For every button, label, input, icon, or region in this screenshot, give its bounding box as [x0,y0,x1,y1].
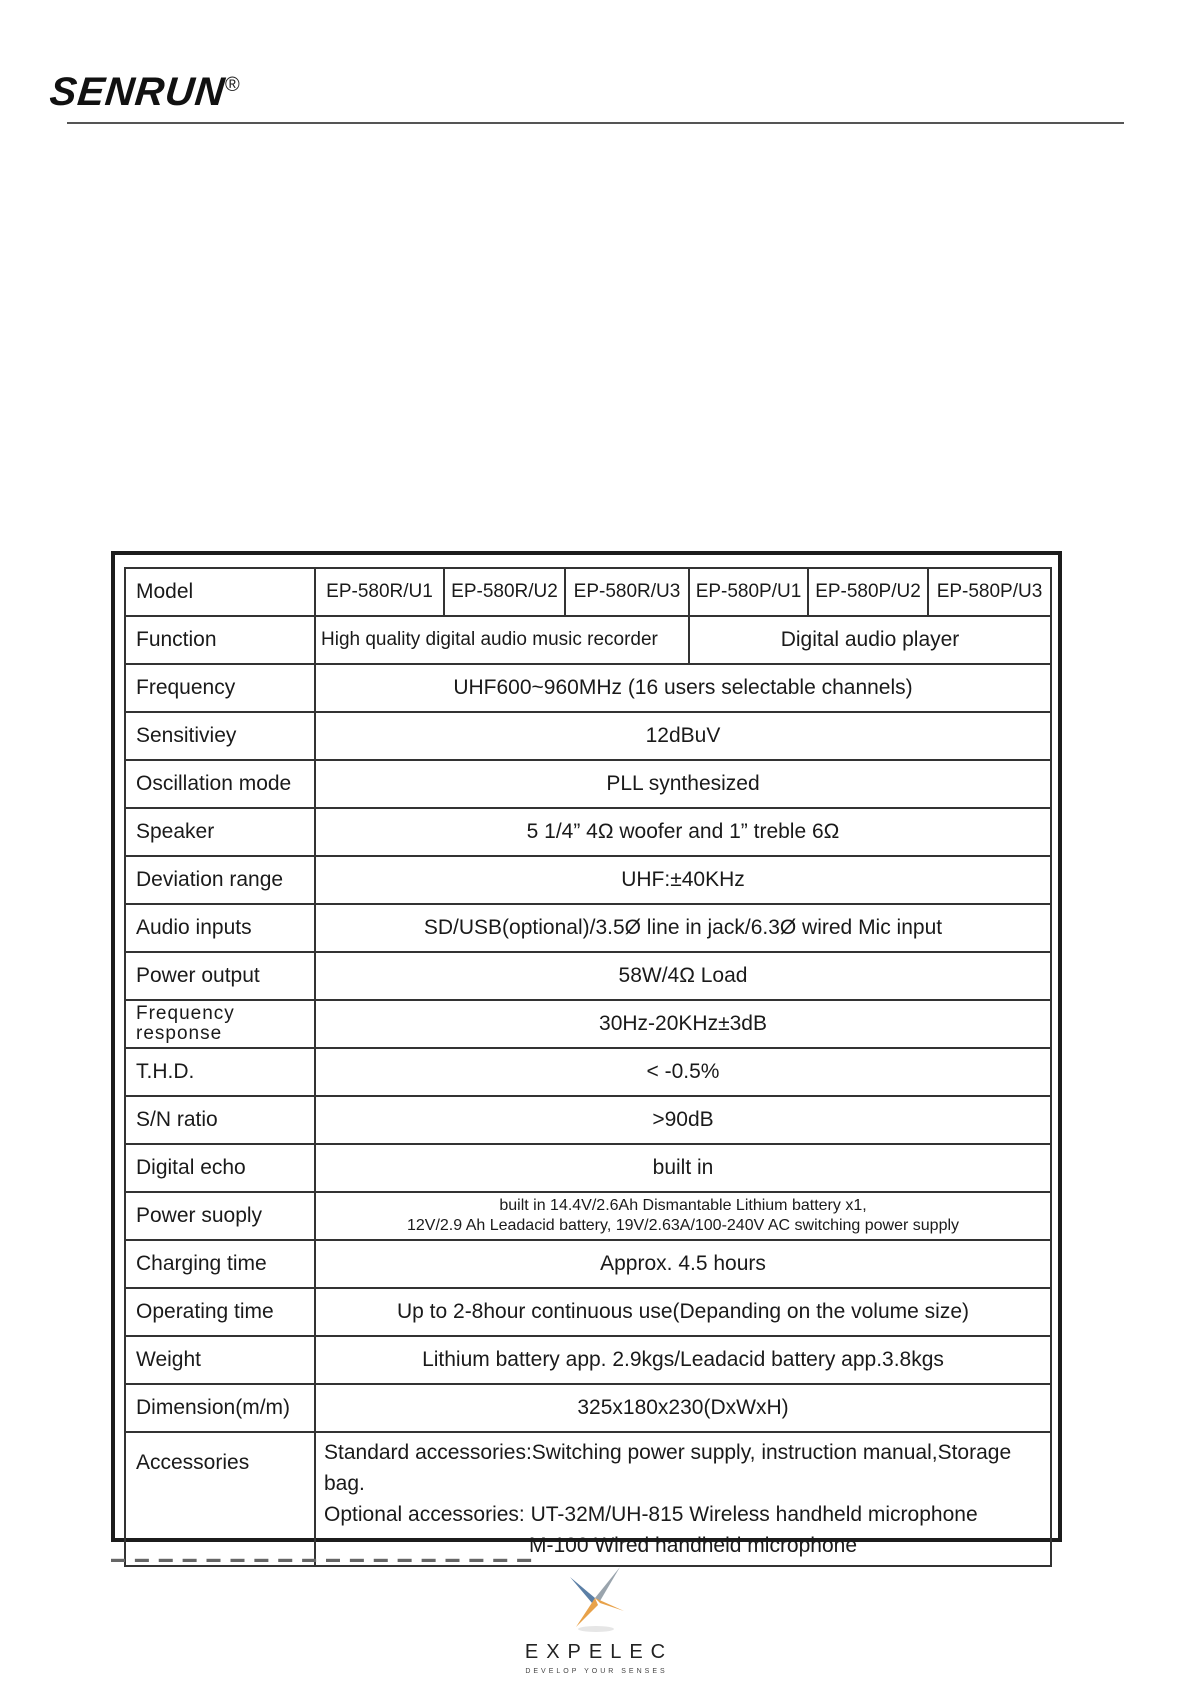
model-cell: EP-580P/U3 [928,568,1051,616]
company-tagline: DEVELOP YOUR SENSES [525,1668,668,1675]
table-row [125,712,1051,760]
table-row [125,1096,1051,1144]
brand-logo: SENRUN [47,70,228,114]
row-value: PLL synthesized [315,760,1051,808]
row-value: UHF:±40KHz [315,856,1051,904]
table-row [125,760,1051,808]
header-divider [67,122,1124,124]
row-label: T.H.D. [125,1048,315,1096]
table-row [125,904,1051,952]
row-label: Weight [125,1336,315,1384]
table-row [125,808,1051,856]
cut-off-note: ▬ ▬ ▬ ▬ ▬ ▬ ▬ ▬ ▬ ▬ ▬ ▬ ▬ ▬ ▬ ▬ ▬ ▬ [111,1554,535,1562]
row-value: 5 1/4” 4Ω woofer and 1” treble 6Ω [315,808,1051,856]
table-row [125,1144,1051,1192]
row-label: Operating time [125,1288,315,1336]
table-row [125,1336,1051,1384]
row-label: Digital echo [125,1144,315,1192]
row-value: 58W/4Ω Load [315,952,1051,1000]
row-label: Function [125,616,315,664]
model-cell: EP-580R/U2 [444,568,565,616]
row-value: 12dBuV [315,712,1051,760]
row-label: Charging time [125,1240,315,1288]
footer-logo [0,1565,1190,1675]
row-label: Power output [125,952,315,1000]
row-value: Approx. 4.5 hours [315,1240,1051,1288]
row-value: Up to 2-8hour continuous use(Depanding on the volume size) [315,1288,1051,1336]
table-row [125,1048,1051,1096]
model-cell: EP-580P/U2 [808,568,928,616]
row-label: Frequency [125,664,315,712]
table-row-power-supply [125,1192,1051,1240]
company-name: EXPELEC [524,1641,674,1663]
model-cell: EP-580R/U1 [315,568,444,616]
label-line: response [136,1023,223,1044]
row-label: Dimension(m/m) [125,1384,315,1432]
row-value: 30Hz-20KHz±3dB [315,1000,1051,1048]
row-value: built in [315,1144,1051,1192]
row-label: Sensitiviey [125,712,315,760]
row-label [125,1000,315,1048]
row-label: Speaker [125,808,315,856]
value-line: built in 14.4V/2.6Ah Dismantable Lithium battery x1, [499,1197,867,1214]
value-line: Optional accessories: UT-32M/UH-815 Wireless handheld microphone [324,1503,978,1526]
function-player-cell: Digital audio player [689,616,1051,664]
row-label: Model [125,568,315,616]
table-row-function [125,616,1051,664]
row-value [315,1192,1051,1240]
value-line: M-100 Wired handheld microphone [529,1534,858,1557]
row-label: Audio inputs [125,904,315,952]
row-value [315,1432,1051,1566]
expelec-star-icon [562,1565,628,1635]
table-row [125,1384,1051,1432]
table-row [125,952,1051,1000]
row-label: S/N ratio [125,1096,315,1144]
row-value: UHF600~960MHz (16 users selectable channels) [315,664,1051,712]
table-row-frequency-response [125,1000,1051,1048]
row-value: >90dB [315,1096,1051,1144]
value-line: Standard accessories:Switching power supply, instruction manual,Storage bag. [324,1441,1012,1495]
model-cell: EP-580R/U3 [565,568,689,616]
function-recorder-cell: High quality digital audio music recorder [315,616,689,664]
row-value: < -0.5% [315,1048,1051,1096]
row-label: Power suoply [125,1192,315,1240]
table-row [125,1240,1051,1288]
row-value: Lithium battery app. 2.9kgs/Leadacid battery app.3.8kgs [315,1336,1051,1384]
label-line: Frequency [136,1003,235,1024]
table-row-model [125,568,1051,616]
value-line: 12V/2.9 Ah Leadacid battery, 19V/2.63A/100-240V AC switching power supply [406,1217,960,1234]
model-cell: EP-580P/U1 [689,568,808,616]
row-label: Oscillation mode [125,760,315,808]
table-row [125,856,1051,904]
row-value: 325x180x230(DxWxH) [315,1384,1051,1432]
registered-mark: ® [225,74,240,96]
table-row-accessories [125,1432,1051,1566]
table-row [125,1288,1051,1336]
row-value: SD/USB(optional)/3.5Ø line in jack/6.3Ø wired Mic input [315,904,1051,952]
spec-table [124,567,1052,1567]
row-label: Deviation range [125,856,315,904]
row-label: Accessories [125,1432,315,1566]
table-row [125,664,1051,712]
